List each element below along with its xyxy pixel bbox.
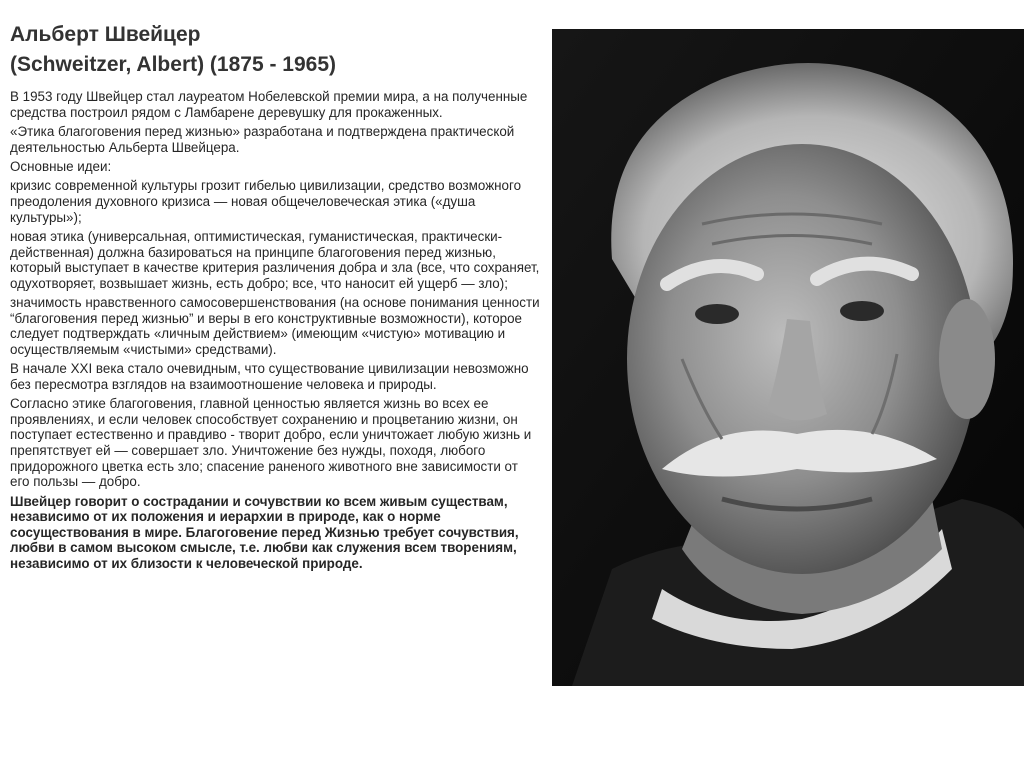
title-name: Альберт Швейцер [10,23,201,46]
title-latin-dates: (Schweitzer, Albert) (1875 - 1965) [10,53,337,76]
paragraph-compassion: Швейцер говорит о сострадании и сочувствии ко всем живым существам, независимо от их положения и иерархии в природе, как о норме сосуществования в мире. Благоговение перед Жизнью требует сочувствия, любви в самом высоком смысле, т.е. любви как служения всем творениям, независимо от их близости к человеческой природе. [10,493,519,571]
left-eye [695,304,739,324]
body-text [10,89,540,575]
paragraph-ethics: «Этика благоговения перед жизнью» разработана и подтверждена практической деятельностью Альберта Швейцера. [10,123,515,155]
ear-shape [939,299,995,419]
paragraph-main-ideas: Основные идеи: [10,158,112,174]
paragraph-reverence: Согласно этике благоговения, главной ценностью является жизнь во всех ее проявлениях, и если человек способствует сохранению и процветанию жизни, он поступает естественно и правдиво - творит добро, если уничтожает любую жизнь и препятствует ей — совершает зло. Уничтожение без нужды, походя, любого придорожного цветка есть зло; спасение раненого животного вне зависимости от его пользы — добро. [10,396,532,490]
paragraph-crisis: кризис современной культуры грозит гибелью цивилизации, средство возможного преодоления духовного кризиса — новая общечеловеческая этика («душа культуры»); [10,178,522,225]
slide-title [10,20,540,80]
right-eye [840,301,884,321]
paragraph-xxi-century: В начале XXI века стало очевидным, что существование цивилизации невозможно без пересмотра взглядов на взаимоотношение человека и природы. [10,361,529,392]
paragraph-nobel: В 1953 году Швейцер стал лауреатом Нобелевской премии мира, а на полученные средства построил рядом с Ламбарене деревушку для прокаженных. [10,89,528,120]
portrait-photo [552,29,1024,686]
paragraph-new-ethics: новая этика (универсальная, оптимистическая, гуманистическая, практически-действенная) должна базироваться на принципе благоговения перед жизнью, который выступает в качестве критерия различения добра и зла (все, что сохраняет, одухотворяет, возвышает жизнь, есть добро; все, что наносит ей ущерб — зло); [10,228,540,291]
paragraph-self-improvement: значимость нравственного самосовершенствования (на основе понимания ценности “благоговения перед жизнью” и веры в его конструктивные возможности), которое следует подтверждать «личным действием» (имеющим «чистую» мотивацию и осуществляемым «чистыми» средствами). [10,295,540,357]
portrait-illustration [552,29,1024,686]
